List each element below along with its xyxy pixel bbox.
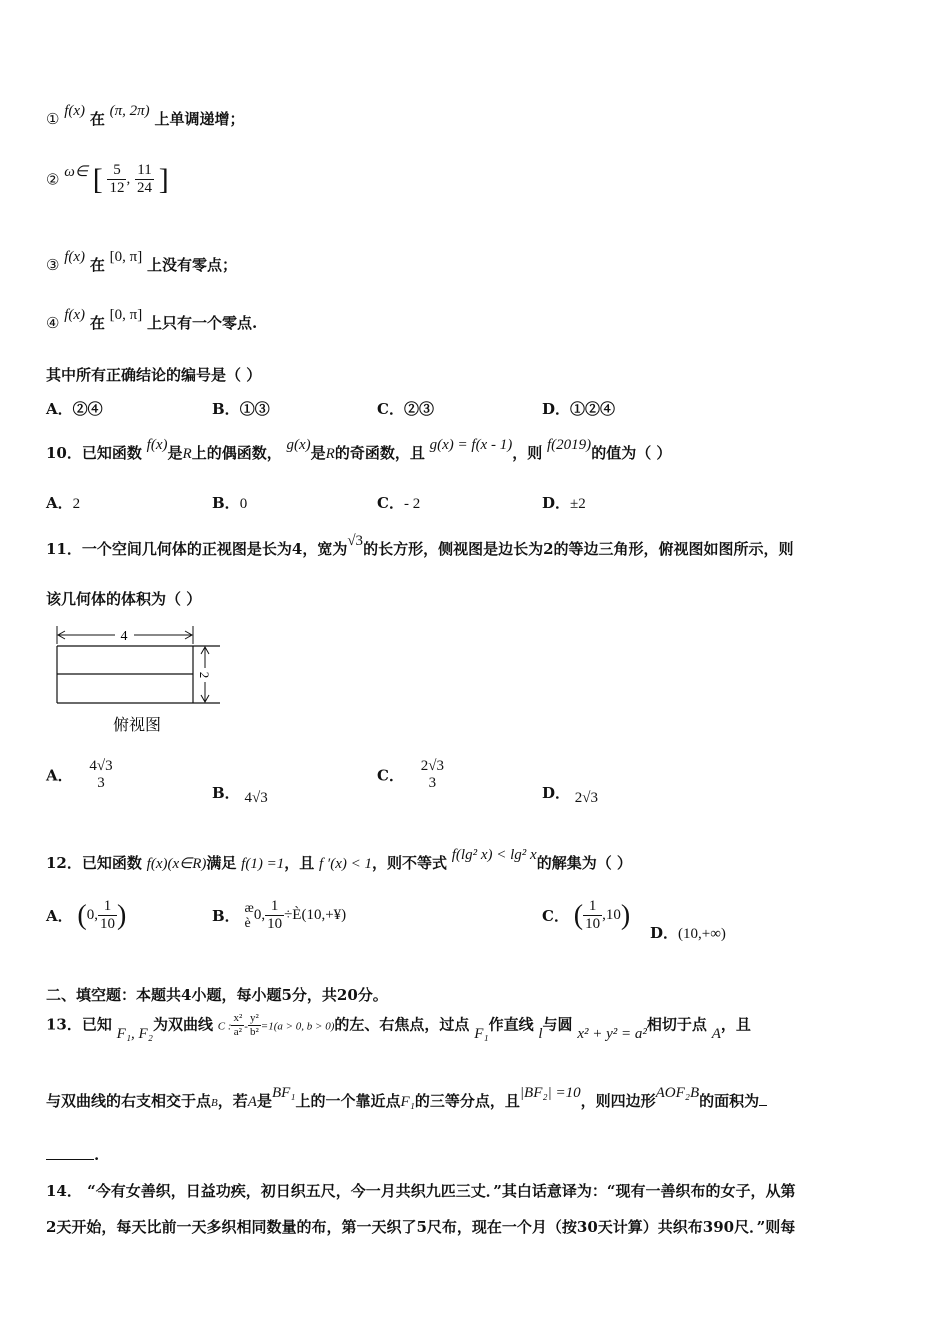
q12-fprime: f ′(x) < 1: [319, 856, 372, 872]
height-label: 2: [197, 671, 212, 679]
statement-3-text: 上没有零点；: [147, 256, 238, 274]
q11-option-d: D． 2√3: [542, 784, 599, 806]
statement-3-mark: ③: [46, 256, 60, 274]
q10-option-d: D．±2: [542, 494, 586, 512]
q10-option-a: A．2: [46, 494, 81, 512]
answer-blank[interactable]: [759, 1093, 767, 1106]
figure-caption: 俯视图: [112, 715, 162, 734]
statement-1-fx: f(x): [64, 103, 86, 119]
fraction-11-24: $\frac{11}{24}$: [137, 162, 152, 196]
paren-close: ): [117, 899, 127, 931]
q9-prompt: 其中所有正确结论的编号是（ ）: [46, 366, 262, 384]
q10-option-c: C．- 2: [377, 494, 421, 512]
q9-option-a: A．②④: [46, 400, 103, 418]
statement-3-interval: [0, π]: [109, 249, 143, 265]
fraction-5-12: $\frac{5}{12}$: [109, 162, 125, 196]
q13-blank-continued[interactable]: .: [46, 1146, 99, 1164]
q11-option-a: A． 4√3 3: [46, 758, 113, 791]
statement-1-mark: ①: [46, 110, 60, 128]
q12-f1: f(1) =1: [241, 856, 285, 872]
paren-open: (: [77, 899, 87, 931]
q10-relation: g(x) = f(x - 1): [429, 437, 513, 453]
q10-f2019: f(2019): [547, 437, 592, 453]
statement-4-interval: [0, π]: [109, 307, 143, 323]
right-bracket: ]: [158, 162, 169, 196]
statement-1-zai: 在: [89, 110, 105, 128]
rectangle-outline: [57, 646, 220, 703]
q10-stem: 10．已知函数 f(x)是R上的偶函数， g(x)是R的奇函数，且 g(x) = f(x - 1)，则 f(2019)的值为（ ）: [46, 437, 672, 462]
statement-3-zai: 在: [89, 256, 105, 274]
q12-option-a: A． (0, $\frac{1}{10}$ ): [46, 898, 127, 932]
q12-inequality: f(lg² x) < lg² x: [451, 847, 537, 863]
q9-option-b: B．①③: [212, 400, 270, 418]
top-view-figure: [50, 622, 230, 740]
statement-4-zai: 在: [89, 314, 105, 332]
q14-line2: 2天开始，每天比前一天多织相同数量的布，第一天织了5尺布，现在一个月（按30天计算）共织布390尺．”则每: [46, 1218, 796, 1236]
q9-option-d: D．①②④: [542, 400, 616, 418]
q11-option-c: C． 2√3 3: [377, 758, 444, 791]
q12-stem: 12．已知函数 f(x)(x∈R)满足 f(1) =1，且 f ′(x) < 1，则不等式 f(lg² x) < lg² x的解集为（ ）: [46, 847, 632, 872]
statement-4-text: 上只有一个零点.: [147, 314, 258, 332]
q12-option-d: D．(10,+∞): [650, 924, 726, 942]
statement-4: [46, 307, 258, 333]
q12-option-b: B． æ è 0, $\frac{1}{10}$ ÷È(10,+¥): [212, 898, 347, 932]
comma: ,: [126, 171, 131, 187]
statement-1: [46, 103, 245, 129]
left-bracket: [: [92, 162, 103, 196]
q13-line2: 与双曲线的右支相交于点B，若A是BF₁上的一个靠近点F₁的三等分点，且|BF₂| =10，则四边形AOF₂B的面积为: [46, 1090, 767, 1111]
q11-option-b: B． 4√3: [212, 784, 268, 806]
q13-line1: 13．已知 F₁, F₂为双曲线 C : $\frac{\text{x²}}{\text{a²}}$ - $\frac{\text{y²}}{\text{b²}}$ =1(a > 0, b > 0)的左、右焦点，过点 F₁作直线 l与圆 x² + y² = a²相切于点 A，且: [46, 1012, 751, 1042]
section-2-heading: 二、填空题：本题共4小题，每小题5分，共20分。: [46, 986, 388, 1004]
q12-f: f(x)(x∈R): [146, 856, 207, 872]
q9-option-c: C．②③: [377, 400, 434, 418]
statement-4-mark: ④: [46, 314, 60, 332]
width-label: 4: [120, 629, 128, 644]
statement-3: [46, 249, 238, 275]
q10-gx: g(x): [286, 437, 311, 453]
statement-2: [46, 162, 169, 197]
q11-stem-line1: 11．一个空间几何体的正视图是长为4，宽为√3的长方形，侧视图是边长为2的等边三角形，俯视图如图所示，则: [46, 533, 794, 558]
statement-1-text: 上单调递增；: [154, 110, 245, 128]
q11-stem-line2: 该几何体的体积为（ ）: [46, 590, 202, 608]
statement-4-fx: f(x): [64, 307, 86, 323]
q14-line1: 14． “今有女善织，日益功疾，初日织五尺，今一月共织九匹三丈．”其白话意译为：“现有一善织布的女子，从第: [46, 1182, 796, 1200]
statement-2-omega: ω∈: [64, 164, 88, 180]
statement-3-fx: f(x): [64, 249, 86, 265]
statement-2-mark: ②: [46, 170, 60, 189]
statement-1-interval: (π, 2π): [109, 103, 150, 119]
q10-option-b: B．0: [212, 494, 248, 512]
q12-option-c: C． ( $\frac{1}{10}$ ,10): [542, 898, 631, 932]
q10-fx: f(x): [146, 437, 168, 453]
q11-sqrt3: √3: [347, 533, 364, 549]
